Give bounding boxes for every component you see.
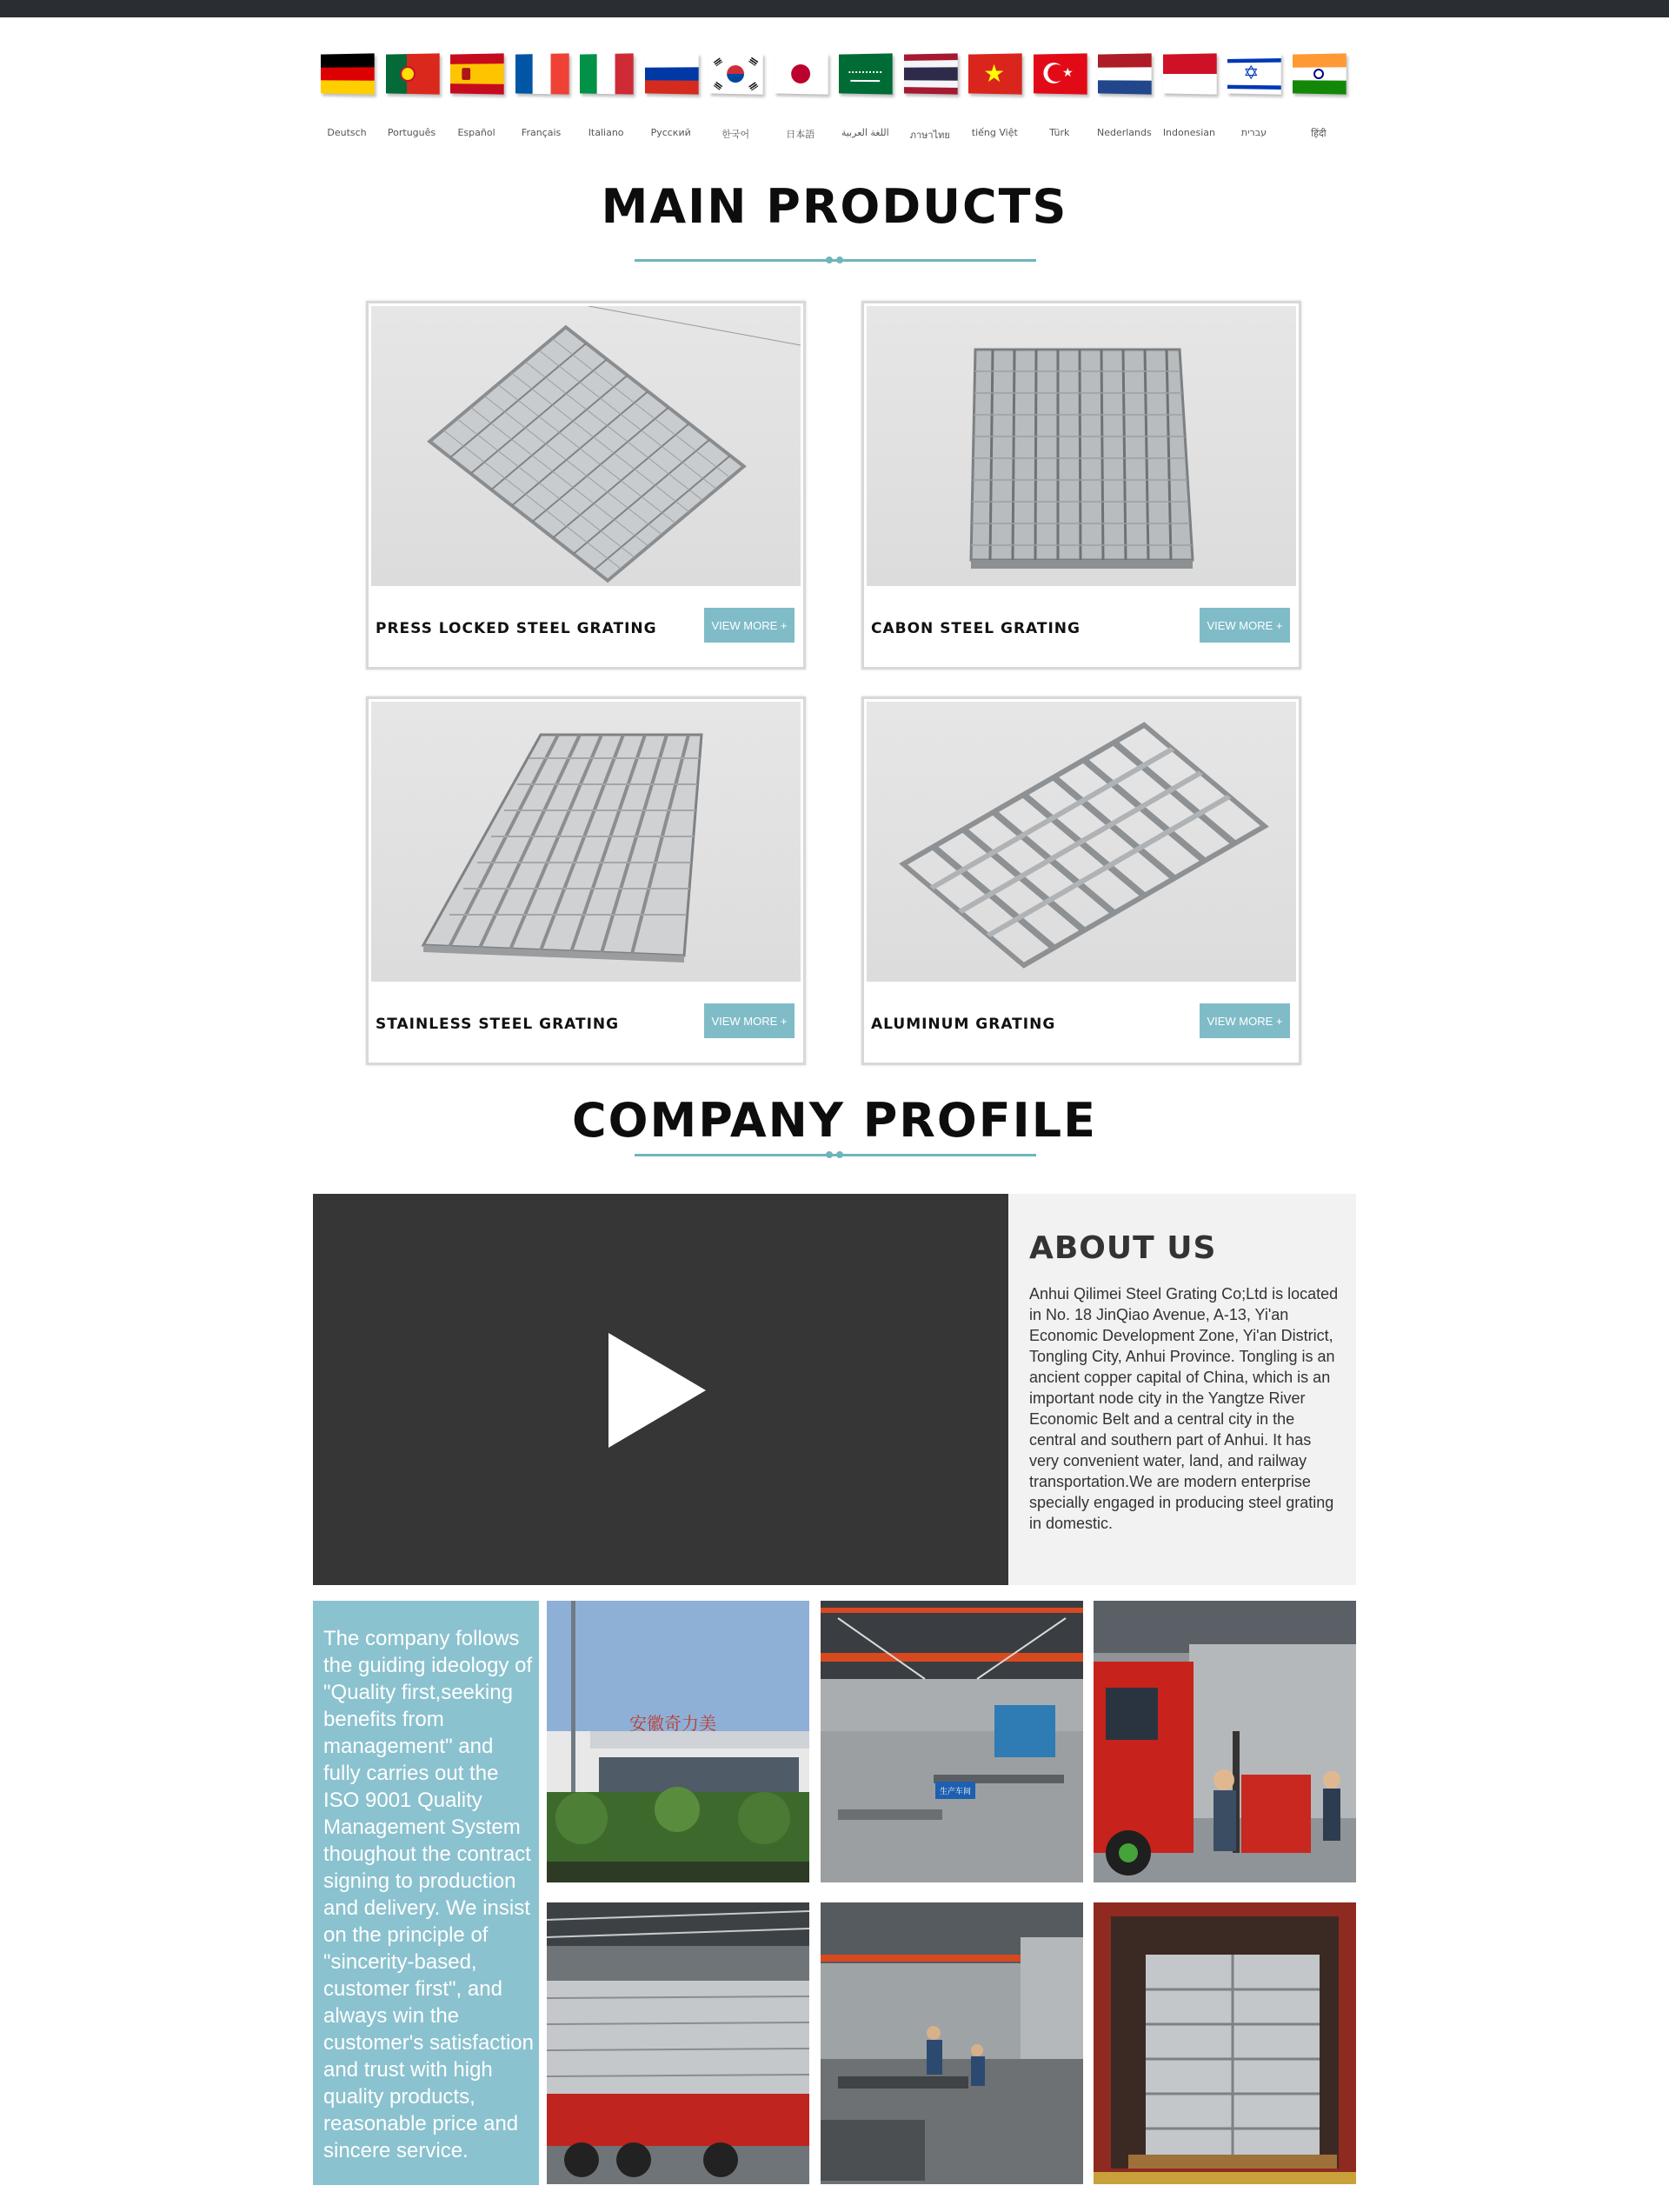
italy-flag-icon [580, 53, 634, 94]
truck-loading-photo[interactable] [1094, 1601, 1356, 1882]
lang-espanol[interactable] [448, 54, 505, 150]
product-name: STAINLESS STEEL GRATING [376, 1016, 620, 1033]
loaded-truck-photo[interactable] [547, 1902, 809, 2184]
lang-italiano[interactable] [577, 54, 635, 150]
product-image[interactable] [867, 306, 1296, 586]
lang-label: ภาษาไทย [909, 130, 950, 141]
lang-label: Português [387, 127, 436, 138]
view-more-button[interactable]: VIEW MORE + [704, 1003, 795, 1038]
product-name: ALUMINUM GRATING [871, 1016, 1056, 1033]
top-bar [0, 0, 1669, 17]
lang-deutsch[interactable] [318, 54, 376, 150]
view-more-button[interactable]: VIEW MORE + [704, 608, 795, 643]
lang-arabic[interactable] [836, 54, 894, 150]
title-divider-dots [826, 1151, 845, 1158]
product-card-cabon-steel[interactable] [861, 301, 1301, 670]
play-icon[interactable] [608, 1333, 706, 1448]
main-products-title: MAIN PRODUCTS [601, 179, 1068, 234]
workers-photo[interactable] [821, 1902, 1083, 2184]
saudi-arabia-flag-icon [839, 53, 893, 94]
lang-hindi[interactable] [1290, 54, 1347, 150]
france-flag-icon [515, 53, 569, 94]
israel-flag-icon: ✡ [1227, 53, 1281, 94]
container-photo[interactable] [1094, 1902, 1356, 2184]
view-more-button[interactable]: VIEW MORE + [1200, 1003, 1290, 1038]
japan-flag-icon [775, 53, 828, 94]
indonesia-flag-icon [1163, 53, 1217, 94]
workshop-sign: 生产车间 [939, 1788, 972, 1796]
lang-label: 日本語 [786, 129, 815, 140]
netherlands-flag-icon [1098, 53, 1152, 94]
about-us-title: ABOUT US [1029, 1230, 1217, 1266]
lang-label: Indonesian [1162, 127, 1215, 138]
company-ideology-panel [313, 1601, 539, 2185]
lang-thai[interactable] [901, 54, 959, 150]
lang-russkiy[interactable] [642, 54, 700, 150]
product-name: PRESS LOCKED STEEL GRATING [376, 620, 657, 637]
workshop-photo[interactable] [821, 1601, 1083, 1882]
lang-label: Deutsch [327, 127, 367, 138]
lang-portugues[interactable] [383, 54, 441, 150]
lang-label: 한국어 [721, 129, 750, 140]
product-name: CABON STEEL GRATING [871, 620, 1081, 637]
about-us-text: Anhui Qilimei Steel Grating Co;Ltd is located in No. 18 JinQiao Avenue, A-13, Yi'an Economic Development Zone, Yi'an District, Tongling City, Anhui Province. Tongling is an ancient copper capital of China, which is an important node city in the Yangtze River Economic Belt and a central city in the central and southern part of Anhui. It has very convenient water, land, and railway transportation.We are modern enterprise specially engaged in producing steel grating in domestic. [1029, 1285, 1339, 1532]
product-image[interactable] [867, 702, 1296, 982]
title-divider-dots [826, 257, 845, 263]
about-us-panel [1008, 1194, 1356, 1585]
product-image[interactable] [371, 702, 801, 982]
company-video[interactable] [313, 1194, 1008, 1585]
india-flag-icon [1293, 53, 1347, 94]
lang-label: Русский [650, 127, 691, 138]
product-card-press-locked[interactable] [366, 301, 806, 670]
product-image[interactable] [371, 306, 801, 586]
lang-label: Français [521, 127, 562, 138]
lang-label: עברית [1240, 127, 1267, 138]
lang-francais[interactable] [513, 54, 570, 150]
factory-photo[interactable] [547, 1601, 809, 1882]
lang-korean[interactable] [707, 54, 764, 150]
lang-japanese[interactable] [772, 54, 829, 150]
lang-indonesian[interactable] [1160, 54, 1218, 150]
lang-label: Italiano [588, 127, 624, 138]
lang-label: tiếng Việt [971, 127, 1018, 138]
lang-nederlands[interactable] [1095, 54, 1153, 150]
vietnam-flag-icon: ★ [968, 53, 1022, 94]
lang-label: Nederlands [1096, 127, 1152, 138]
lang-label: हिंदी [1311, 128, 1327, 139]
lang-vietnamese[interactable] [966, 54, 1023, 150]
product-card-stainless-steel[interactable] [366, 696, 806, 1065]
portugal-flag-icon [386, 53, 440, 94]
company-ideology-text: The company follows the guiding ideology of "Quality first,seeking benefits from management" and fully carries out the ISO 9001 Quality Management System thoughout the contract signing to production and delivery. We insist on the principle of "sincerity-based, customer first", and always win the customer's satisfaction and trust with high quality products, reasonable price and sincere service. [323, 1627, 535, 2162]
thailand-flag-icon [904, 53, 958, 94]
view-more-button[interactable]: VIEW MORE + [1200, 608, 1290, 643]
company-profile-title: COMPANY PROFILE [571, 1093, 1098, 1148]
germany-flag-icon [321, 53, 375, 94]
spain-flag-icon [450, 53, 504, 94]
russia-flag-icon [645, 53, 699, 94]
lang-label: Español [457, 127, 495, 138]
language-selector [318, 54, 1347, 150]
turkey-flag-icon: ★ [1034, 53, 1087, 94]
korea-flag-icon [709, 53, 763, 94]
factory-sign: 安徽奇力美 [629, 1713, 716, 1734]
lang-label: Türk [1049, 127, 1070, 138]
product-card-aluminum[interactable] [861, 696, 1301, 1065]
lang-label: اللغة العربية [841, 127, 889, 138]
lang-turk[interactable] [1031, 54, 1088, 150]
lang-hebrew[interactable] [1225, 54, 1282, 150]
